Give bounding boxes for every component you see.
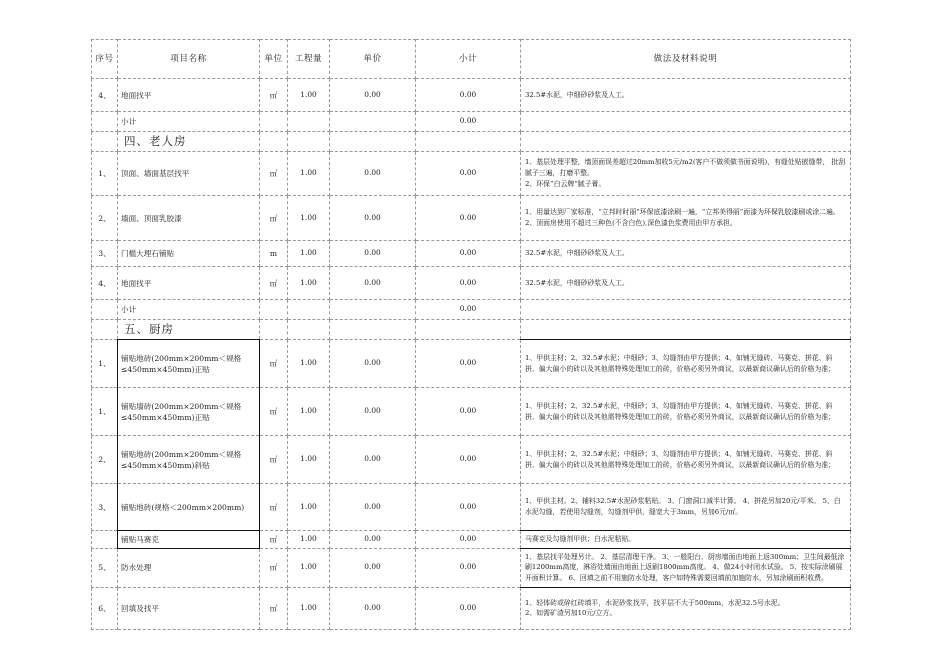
subtotal-value: 0.00 bbox=[416, 112, 521, 132]
row-seq: 3、 bbox=[92, 484, 118, 531]
row-qty: 1.00 bbox=[288, 388, 330, 436]
table-row bbox=[92, 340, 851, 388]
row-seq: 6、 bbox=[92, 587, 118, 629]
section-title: 五、厨房 bbox=[118, 320, 260, 340]
row-price: 0.00 bbox=[330, 531, 416, 549]
row-name: 铺贴地砖(规格＜200mm×200mm) bbox=[118, 484, 260, 531]
row-desc: 1、甲供主材。2、辅料32.5#水泥砂浆粘贴。 3、门窗洞口减半计算。 4、拼花另加20元/平米。 5、白水泥勾缝，若使用勾缝剂，勾缝剂甲供，缝宽大于3mm，另加6元/㎡。 bbox=[521, 484, 851, 531]
row-name: 门槛大理石铺贴 bbox=[118, 241, 260, 267]
row-name: 铺贴马赛克 bbox=[118, 531, 260, 549]
row-unit: m bbox=[260, 241, 288, 267]
row-unit: ㎡ bbox=[260, 436, 288, 484]
row-desc: 1、基层处理平整，墙顶面误差超过20mm加收5元/m2(客户不做须做书面说明)，有缝处贴嵌缝带， 批刮腻子三遍，打磨平整。 2、环保“白云牌”腻子膏。 bbox=[521, 152, 851, 196]
row-subtotal: 0.00 bbox=[416, 548, 521, 587]
row-desc: 32.5#水泥，中细砂砂浆及人工。 bbox=[521, 241, 851, 267]
row-seq: 4、 bbox=[92, 79, 118, 112]
row-price: 0.00 bbox=[330, 340, 416, 388]
row-subtotal: 0.00 bbox=[416, 484, 521, 531]
row-price: 0.00 bbox=[330, 241, 416, 267]
row-price: 0.00 bbox=[330, 152, 416, 196]
row-unit: ㎡ bbox=[260, 152, 288, 196]
row-desc: 1、用量达到厂家标准，“立邦时时丽”环保底漆涂刷一遍，“立邦美得丽”面漆为环保乳胶漆刷或涂二遍。 2、顶面房使用不超过三种色(不含白色),深色漆色浆费用由甲方承担。 bbox=[521, 196, 851, 241]
row-desc: 32.5#水泥，中细砂砂浆及人工。 bbox=[521, 267, 851, 300]
row-subtotal: 0.00 bbox=[416, 436, 521, 484]
row-qty: 1.00 bbox=[288, 436, 330, 484]
row-unit: ㎡ bbox=[260, 531, 288, 549]
row-seq: 1、 bbox=[92, 388, 118, 436]
row-desc: 1、轻体砖或碎红砖填平，水泥砂浆找平，找平层不大于500mm，水泥32.5号水泥。 2、如需矿渣另加10元/立方。 bbox=[521, 587, 851, 629]
row-unit: ㎡ bbox=[260, 340, 288, 388]
row-subtotal: 0.00 bbox=[416, 388, 521, 436]
header-qty: 工程量 bbox=[288, 40, 330, 79]
row-desc: 1、甲供主材；2、32.5#水泥，中细砂；3、勾缝剂由甲方提供；4、如铺无缝砖、马赛克、拼花、斜拼、偏大偏小的砖以及其他需特殊处理加工的砖，价格必须另外商议，以最新商议确认后的价格为准； bbox=[521, 388, 851, 436]
quotation-sheet bbox=[91, 39, 851, 630]
row-price: 0.00 bbox=[330, 484, 416, 531]
header-price: 单价 bbox=[330, 40, 416, 79]
subtotal-value: 0.00 bbox=[416, 300, 521, 320]
row-unit: ㎡ bbox=[260, 79, 288, 112]
row-subtotal: 0.00 bbox=[416, 340, 521, 388]
row-subtotal: 0.00 bbox=[416, 196, 521, 241]
header-seq: 序号 bbox=[92, 40, 118, 79]
row-qty: 1.00 bbox=[288, 587, 330, 629]
row-qty: 1.00 bbox=[288, 196, 330, 241]
table-row bbox=[92, 436, 851, 484]
row-qty: 1.00 bbox=[288, 340, 330, 388]
row-subtotal: 0.00 bbox=[416, 267, 521, 300]
row-desc: 1、基层找平处理另计。 2、基层清理干净。 3、一般阳台、厨房墙面由地面上返300mm；卫生间最低涂刷1200mm高度，淋浴处墙面由地面上返刷1800mm高度。 4、做24小时闭水试验。 5、按实际涂刷展开面积计算。 6、回填之前不用施防水处理，客户如特殊需要回填前加施防水，另加涂刷面积收费。 bbox=[521, 548, 851, 587]
header-desc: 做法及材料说明 bbox=[521, 40, 851, 79]
table-row bbox=[92, 587, 851, 629]
row-price: 0.00 bbox=[330, 196, 416, 241]
header-subtotal: 小计 bbox=[416, 40, 521, 79]
row-seq bbox=[92, 531, 118, 549]
section-row bbox=[92, 132, 851, 152]
subtotal-label: 小计 bbox=[118, 112, 260, 132]
row-seq: 1、 bbox=[92, 152, 118, 196]
table-row bbox=[92, 484, 851, 531]
row-unit: ㎡ bbox=[260, 484, 288, 531]
row-unit: ㎡ bbox=[260, 196, 288, 241]
row-subtotal: 0.00 bbox=[416, 241, 521, 267]
row-desc: 1、甲供主材；2、32.5#水泥；中细砂；3、勾缝剂由甲方提供；4、如铺无缝砖、马赛克、拼花、斜拼、偏大偏小的砖以及其他需特殊处理加工的砖，价格必须另外商议，以最新商议确认后的价格为准； bbox=[521, 436, 851, 484]
quotation-table bbox=[91, 39, 851, 630]
row-name: 墙面、顶面乳胶漆 bbox=[118, 196, 260, 241]
row-desc: 32.5#水泥，中细砂砂浆及人工。 bbox=[521, 79, 851, 112]
row-seq: 3、 bbox=[92, 241, 118, 267]
row-subtotal: 0.00 bbox=[416, 152, 521, 196]
row-qty: 1.00 bbox=[288, 241, 330, 267]
row-unit: ㎡ bbox=[260, 548, 288, 587]
header-row bbox=[92, 40, 851, 79]
subtotal-label: 小计 bbox=[118, 300, 260, 320]
table-row bbox=[92, 548, 851, 587]
table-row bbox=[92, 267, 851, 300]
row-qty: 1.00 bbox=[288, 79, 330, 112]
section-row bbox=[92, 320, 851, 340]
row-name: 铺贴地砖(200mm×200mm＜规格≤450mm×450mm)斜贴 bbox=[118, 436, 260, 484]
row-unit: ㎡ bbox=[260, 587, 288, 629]
section-title: 四、老人房 bbox=[118, 132, 260, 152]
row-price: 0.00 bbox=[330, 587, 416, 629]
subtotal-row bbox=[92, 300, 851, 320]
row-name: 铺贴地砖(200mm×200mm＜规格≤450mm×450mm)正贴 bbox=[118, 340, 260, 388]
row-subtotal: 0.00 bbox=[416, 79, 521, 112]
row-seq: 5、 bbox=[92, 548, 118, 587]
row-name: 地面找平 bbox=[118, 267, 260, 300]
header-name: 项目名称 bbox=[118, 40, 260, 79]
row-desc: 1、甲供主材；2、32.5#水泥；中细砂；3、勾缝剂由甲方提供；4、如铺无缝砖、马赛克、拼花、斜拼、偏大偏小的砖以及其他需特殊处理加工的砖，价格必须另外商议，以最新商议确认后的价格为准； bbox=[521, 340, 851, 388]
row-qty: 1.00 bbox=[288, 531, 330, 549]
table-row bbox=[92, 531, 851, 549]
subtotal-row bbox=[92, 112, 851, 132]
row-price: 0.00 bbox=[330, 388, 416, 436]
row-name: 地面找平 bbox=[118, 79, 260, 112]
row-subtotal: 0.00 bbox=[416, 531, 521, 549]
row-price: 0.00 bbox=[330, 267, 416, 300]
table-row bbox=[92, 152, 851, 196]
row-qty: 1.00 bbox=[288, 484, 330, 531]
table-row bbox=[92, 196, 851, 241]
row-qty: 1.00 bbox=[288, 152, 330, 196]
row-name: 回填及找平 bbox=[118, 587, 260, 629]
row-unit: ㎡ bbox=[260, 267, 288, 300]
row-name: 铺贴墙砖(200mm×200mm＜规格≤450mm×450mm)正贴 bbox=[118, 388, 260, 436]
row-price: 0.00 bbox=[330, 548, 416, 587]
table-row bbox=[92, 388, 851, 436]
table-row bbox=[92, 241, 851, 267]
row-unit: ㎡ bbox=[260, 388, 288, 436]
table-row bbox=[92, 79, 851, 112]
row-subtotal: 0.00 bbox=[416, 587, 521, 629]
row-seq: 1、 bbox=[92, 340, 118, 388]
row-qty: 1.00 bbox=[288, 267, 330, 300]
row-seq: 2、 bbox=[92, 196, 118, 241]
row-seq: 4、 bbox=[92, 267, 118, 300]
header-unit: 单位 bbox=[260, 40, 288, 79]
row-seq: 2、 bbox=[92, 436, 118, 484]
row-desc: 马赛克及勾缝剂甲供；白水泥粘贴。 bbox=[521, 531, 851, 549]
row-name: 顶面、墙面基层找平 bbox=[118, 152, 260, 196]
row-price: 0.00 bbox=[330, 79, 416, 112]
row-price: 0.00 bbox=[330, 436, 416, 484]
row-name: 防水处理 bbox=[118, 548, 260, 587]
row-qty: 1.00 bbox=[288, 548, 330, 587]
